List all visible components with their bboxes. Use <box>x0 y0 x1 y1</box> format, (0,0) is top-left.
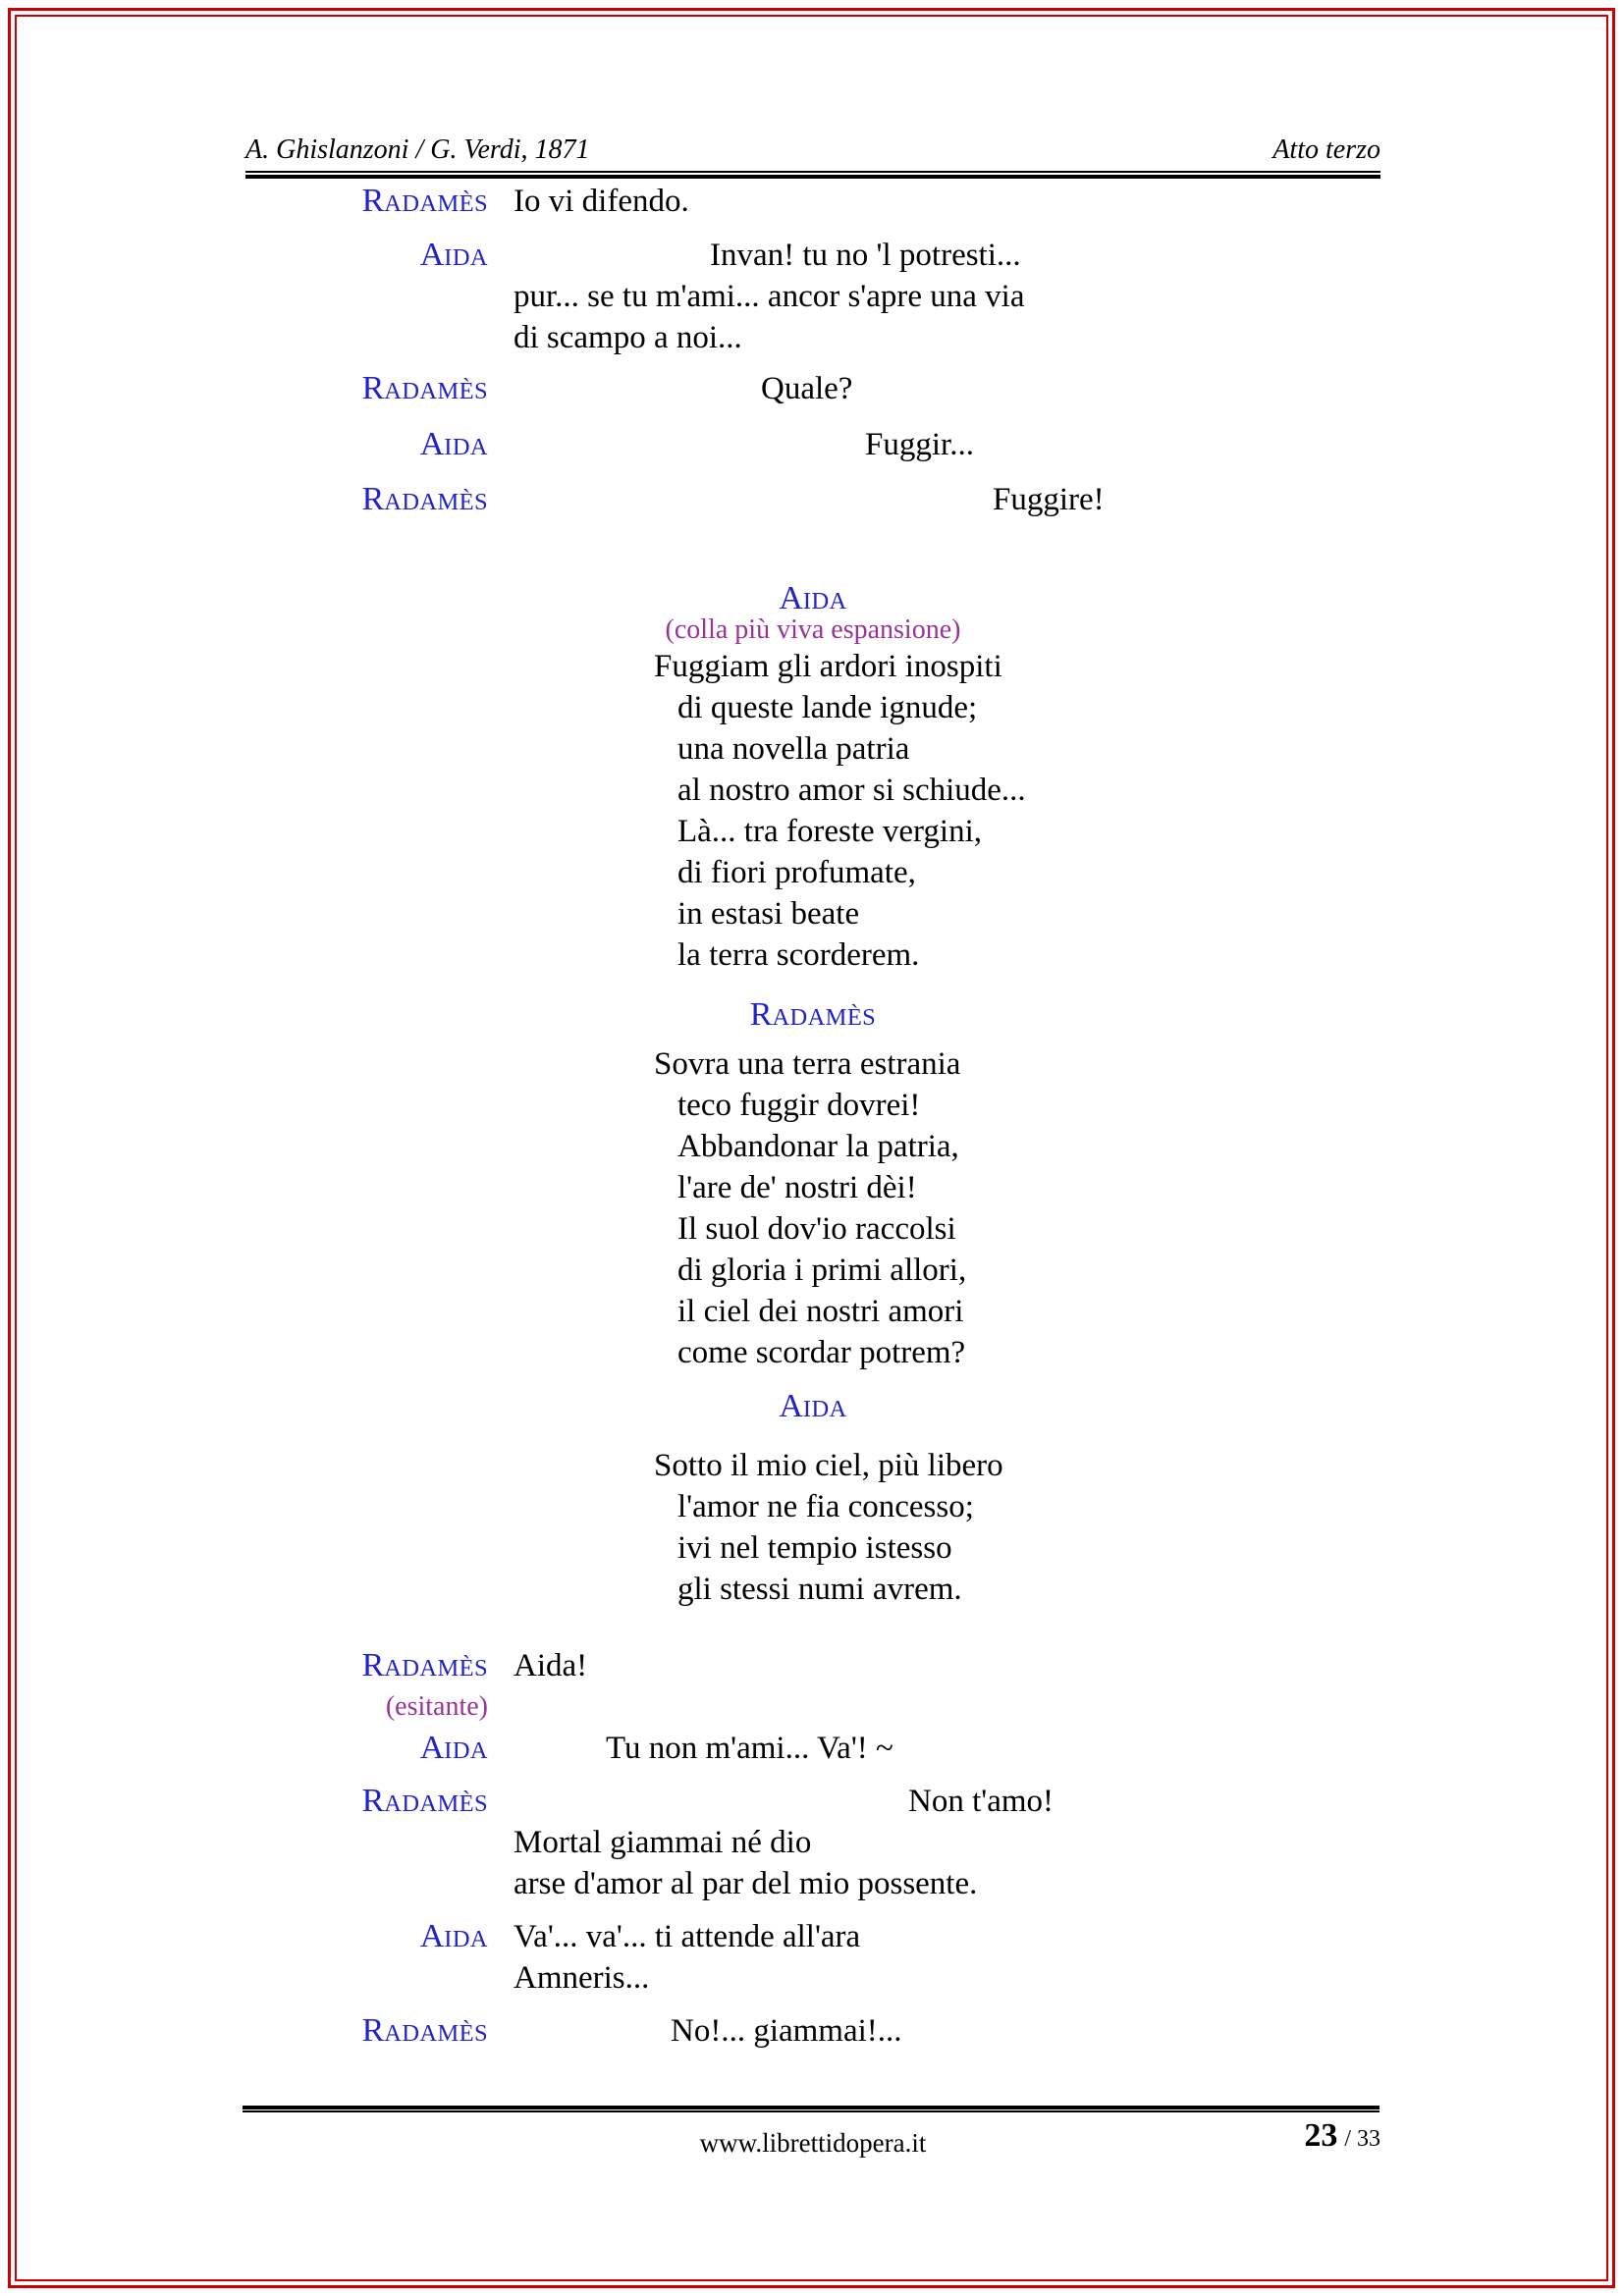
verse-line: di fiori profumate, <box>677 855 916 890</box>
verse-line: Fuggiam gli ardori inospiti <box>654 649 1002 684</box>
dialogue-line: Non t'amo! <box>908 1784 1055 1819</box>
dialogue-row <box>245 1728 1380 1772</box>
character-name: AIDA <box>419 1918 488 1954</box>
verse-line: ivi nel tempio istesso <box>677 1530 952 1566</box>
verse-line: di gloria i primi allori, <box>677 1253 967 1288</box>
character-name: RADAMÈS <box>361 481 488 517</box>
dialogue-row <box>245 1645 1380 1725</box>
dialogue-row <box>245 368 1380 412</box>
page-number: 23 <box>1304 2117 1338 2154</box>
stage-direction: (esitante) <box>385 1691 488 1722</box>
verse-line: al nostro amor si schiude... <box>677 773 1026 808</box>
dialogue-line: Amneris... <box>514 1960 650 1996</box>
dialogue-row <box>245 424 1380 468</box>
dialogue-line: Quale? <box>761 371 853 406</box>
verse-line: l'amor ne fia concesso; <box>677 1489 974 1524</box>
character-name: AIDA <box>419 426 488 462</box>
verse-line: Sotto il mio ciel, più libero <box>654 1448 1003 1483</box>
verse-line: in estasi beate <box>677 896 860 932</box>
page-total: / 33 <box>1344 2126 1380 2152</box>
header-act-title: Atto terzo <box>1272 134 1380 165</box>
dialogue-row <box>245 479 1380 523</box>
verse-line: gli stessi numi avrem. <box>677 1572 962 1607</box>
verse-stanza <box>654 1043 967 1373</box>
character-name: RADAMÈS <box>361 2012 488 2049</box>
verse-line: l'are de' nostri dèi! <box>677 1170 917 1205</box>
verse-line: Là... tra foreste vergini, <box>677 814 983 849</box>
verse-line: come scordar potrem? <box>677 1335 966 1370</box>
verse-line: di queste lande ignude; <box>677 690 978 725</box>
dialogue-line: No!... giammai!... <box>671 2013 902 2049</box>
dialogue-line: Mortal giammai né dio <box>514 1825 812 1860</box>
header-author-credit: A. Ghislanzoni / G. Verdi, 1871 <box>245 134 590 165</box>
verse-line: Il suol dov'io raccolsi <box>677 1211 956 1247</box>
verse-line: Sovra una terra estrania <box>654 1046 961 1082</box>
footer-site-url: www.librettidopera.it <box>699 2128 927 2158</box>
dialogue-line: Va'... va'... ti attende all'ara <box>514 1919 861 1954</box>
dialogue-line: Fuggir... <box>865 427 974 462</box>
character-name: RADAMÈS <box>361 1647 488 1683</box>
dialogue-line: di scampo a noi... <box>514 320 742 355</box>
verse-stanza <box>654 646 1026 976</box>
verse-line: la terra scorderem. <box>677 937 920 973</box>
dialogue-line: Invan! tu no 'l potresti... <box>710 238 1021 273</box>
character-name: RADAMÈS <box>361 1783 488 1819</box>
character-name: AIDA <box>419 237 488 273</box>
character-name: RADAMÈS <box>361 370 488 406</box>
dialogue-line: Io vi difendo. <box>514 184 689 219</box>
character-name: RADAMÈS <box>749 996 877 1033</box>
character-name: AIDA <box>779 1388 847 1424</box>
verse-line: una novella patria <box>677 731 910 767</box>
character-name: RADAMÈS <box>361 183 488 219</box>
dialogue-line: arse d'amor al par del mio possente. <box>514 1866 978 1901</box>
dialogue-row <box>245 181 1380 225</box>
character-name: AIDA <box>779 580 847 616</box>
dialogue-line: pur... se tu m'ami... ancor s'apre una via <box>514 279 1025 314</box>
stage-direction: (colla più viva espansione) <box>665 614 961 645</box>
dialogue-row <box>245 1916 1380 1999</box>
header-rule <box>245 171 1380 179</box>
verse-line: il ciel dei nostri amori <box>677 1294 964 1329</box>
dialogue-row <box>245 2010 1380 2055</box>
dialogue-line: Fuggire! <box>993 482 1105 517</box>
verse-line: Abbandonar la patria, <box>677 1129 959 1164</box>
page-number-indicator <box>1304 2116 1380 2159</box>
dialogue-row <box>245 235 1380 358</box>
character-name: AIDA <box>419 1730 488 1766</box>
page-header <box>245 134 1380 166</box>
dialogue-line: Aida! <box>514 1648 588 1683</box>
footer-rule <box>243 2106 1380 2112</box>
dialogue-line: Tu non m'ami... Va'! ~ <box>606 1731 893 1766</box>
dialogue-row <box>245 1781 1380 1904</box>
scene-speaker-heading <box>245 1386 1380 1430</box>
scene-speaker-heading <box>245 994 1380 1039</box>
verse-line: teco fuggir dovrei! <box>677 1088 921 1123</box>
verse-stanza <box>654 1445 1003 1610</box>
